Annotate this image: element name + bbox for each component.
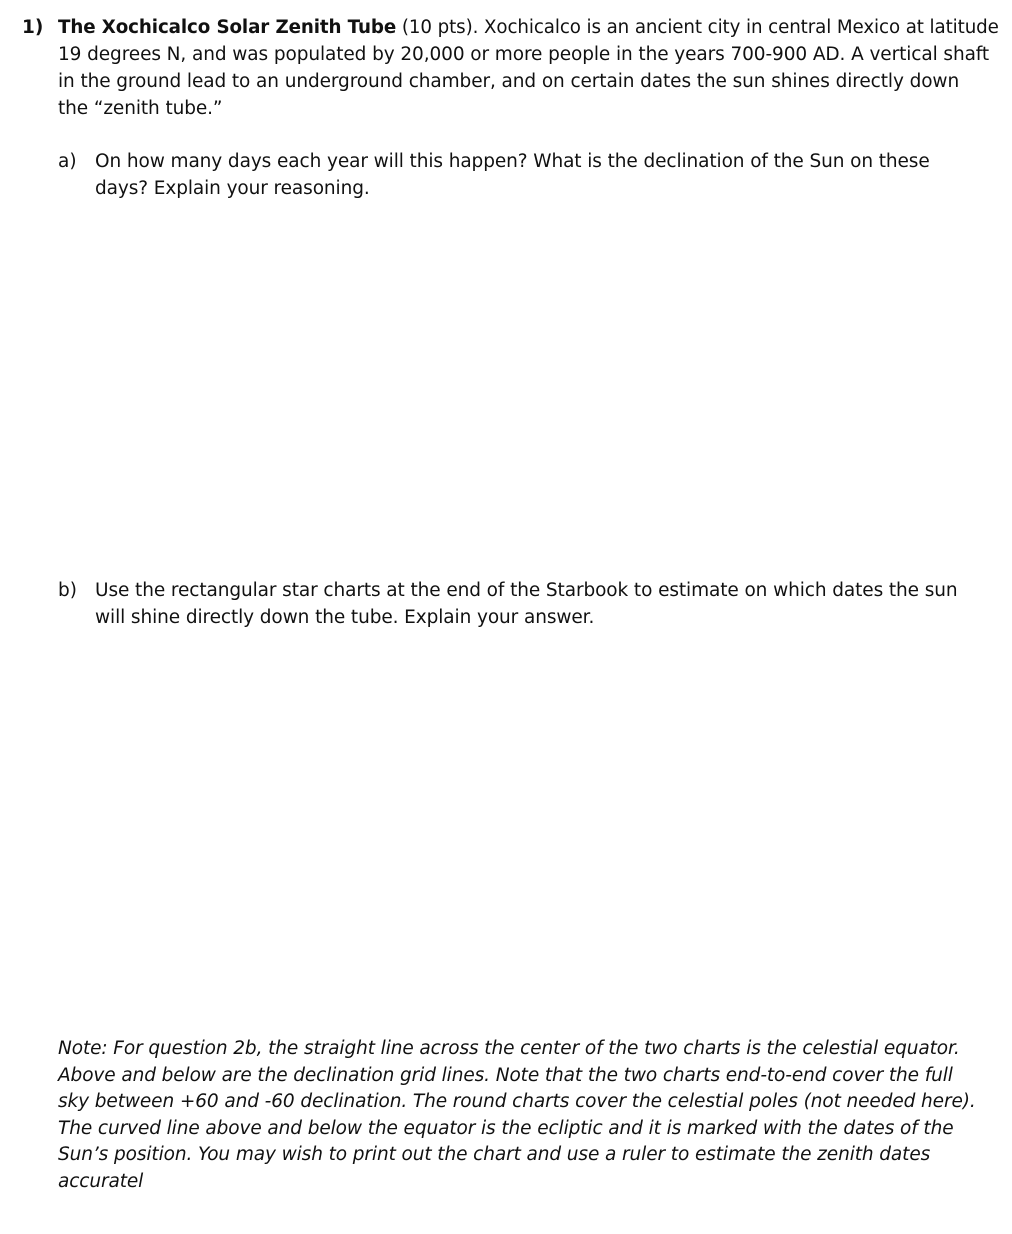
note-line-5: Sun’s position. You may wish to print out the chart and use a ruler to estimate the zenith dates [58, 1144, 931, 1165]
note-line-4: The curved line above and below the equator is the ecliptic and it is marked with the dates of the [58, 1118, 954, 1139]
question-1-line-1-text: (10 pts). Xochicalco is an ancient city in central Mexico at latitude [396, 17, 999, 38]
question-number: 1) [22, 17, 44, 38]
part-a-line-2: days? Explain your reasoning. [95, 178, 370, 199]
question-1-line-2: 19 degrees N, and was populated by 20,000 or more people in the years 700-900 AD. A vertical shaft [58, 44, 990, 65]
part-b-label: b) [58, 580, 77, 601]
part-b-line-2: will shine directly down the tube. Explain your answer. [95, 607, 595, 628]
question-1-line-3: in the ground lead to an underground chamber, and on certain dates the sun shines directly down [58, 71, 960, 92]
note-line-1: Note: For question 2b, the straight line across the center of the two charts is the celestial equator. [58, 1038, 960, 1059]
question-1-line-1 [58, 14, 999, 41]
question-1-line-4: the “zenith tube.” [58, 98, 223, 119]
note-line-2: Above and below are the declination grid lines. Note that the two charts end-to-end cover the full [58, 1065, 953, 1086]
question-title: The Xochicalco Solar Zenith Tube [58, 17, 397, 38]
note-line-6: accuratel [58, 1171, 144, 1192]
note-line-3: sky between +60 and -60 declination. The round charts cover the celestial poles (not needed here). [58, 1091, 976, 1112]
part-b-line-1: Use the rectangular star charts at the end of the Starbook to estimate on which dates the sun [95, 580, 958, 601]
part-a-line-1: On how many days each year will this happen? What is the declination of the Sun on these [95, 151, 930, 172]
part-a-label: a) [58, 151, 77, 172]
